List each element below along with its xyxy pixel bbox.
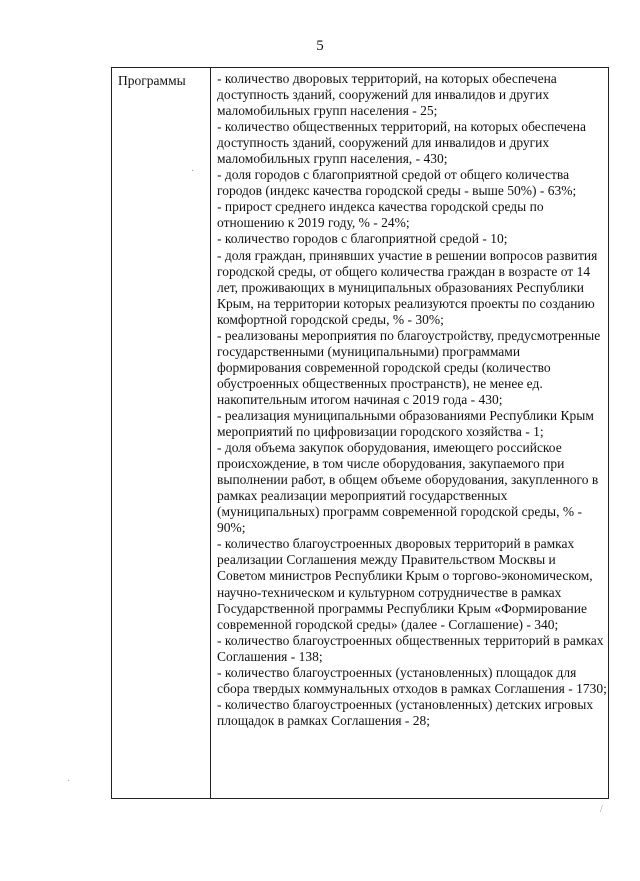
list-item: - реализация муниципальными образованиями Республики Крым мероприятий по цифровизации городского хозяйства - 1;	[217, 407, 594, 440]
list-item: - количество благоустроенных (установленных) детских игровых площадок в рамках Соглашения - 28;	[217, 696, 594, 728]
scan-speck: ˙	[67, 779, 71, 790]
scan-speck: ·	[191, 166, 195, 177]
list-item: - реализованы мероприятия по благоустройству, предусмотренные государственными (муниципальными) программами формирования современной городской среды (количество обустроенных общественных пространств), не менее ед. накопительным итогом начиная с 2019 года - 430;	[217, 327, 601, 407]
scan-speck: /	[600, 804, 603, 815]
list-item: - количество общественных территорий, на которых обеспечена доступность зданий, сооружений для инвалидов и других маломобильных групп населения, - 430;	[217, 119, 586, 167]
list-item: - доля объема закупок оборудования, имеющего российское происхождение, в том числе оборудования, закупаемого при выполнении работ, в общем объеме оборудования, закупленного в рамках реализации мероприятий государственных (муниципальных) программ современной городской среды, % - 90%;	[217, 440, 599, 536]
list-item: - количество благоустроенных дворовых территорий в рамках реализации Соглашения между Правительством Москвы и Советом министров Республики Крым о торгово-экономическом, научно-техническом и культурном сотрудничестве в рамках Государственной программы Республики Крым «Формирование современной городской среды» (далее - Соглашение) - 340;	[217, 536, 593, 632]
list-item: - доля граждан, принявших участие в решении вопросов развития городской среды, от общего количества граждан в возрасте от 14 лет, проживающих в муниципальных образованиях Республики Крым, на территории которых реализуются проекты по созданию комфортной городской среды, % - 30%;	[217, 247, 598, 327]
row-content-cell	[217, 71, 607, 729]
list-item: - доля городов с благоприятной средой от общего количества городов (индекс качества городской среды - выше 50%) - 63%;	[217, 167, 577, 199]
list-item: - количество благоустроенных (установленных) площадок для сбора твердых коммунальных отходов в рамках Соглашения - 1730;	[217, 664, 607, 696]
document-table	[111, 67, 609, 799]
list-item: - количество городов с благоприятной средой - 10;	[217, 231, 508, 247]
column-divider	[210, 68, 211, 798]
list-item: - количество дворовых территорий, на которых обеспечена доступность зданий, сооружений для инвалидов и других маломобильных групп населения - 25;	[217, 71, 557, 119]
row-label-cell: Программы	[118, 73, 186, 88]
list-item: - прирост среднего индекса качества городской среды по отношению к 2019 году, % - 24%;	[217, 199, 544, 231]
list-item: - количество благоустроенных общественных территорий в рамках Соглашения - 138;	[217, 632, 604, 664]
page-number: 5	[316, 38, 324, 54]
